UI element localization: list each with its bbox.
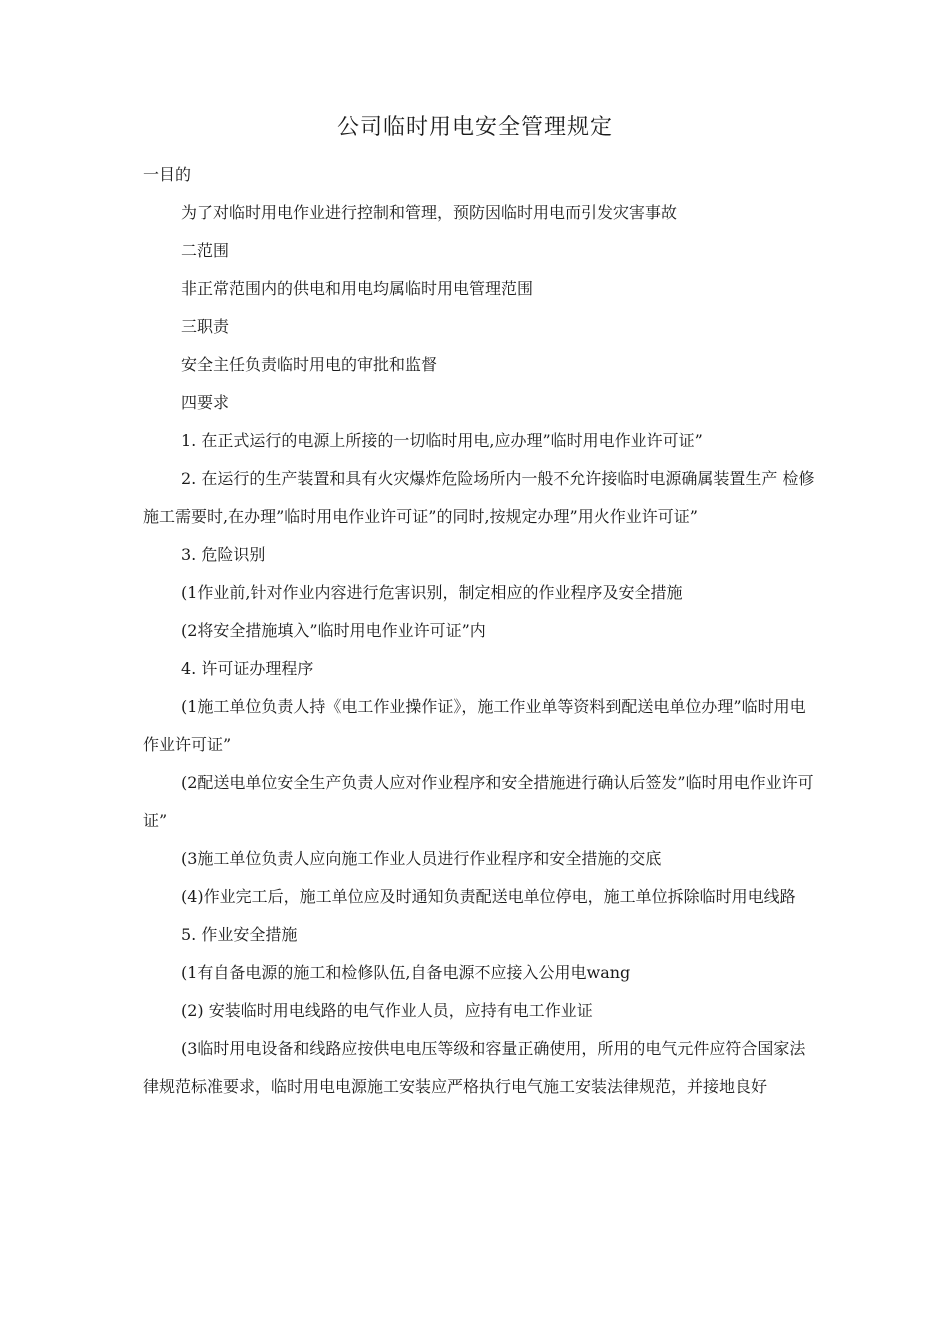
paragraph-scope: 非正常范围内的供电和用电均属临时用电管理范围 bbox=[181, 279, 534, 298]
paragraph-safety-2: (2) 安装临时用电线路的电气作业人员，应持有电工作业证 bbox=[181, 1001, 593, 1020]
paragraph-requirement-2: 2. 在运行的生产装置和具有火灾爆炸危险场所内一般不允许接临时电源确属装置生产 检修施工需要时,在办理”临时用电作业许可证”的同时,按规定办理”用火作业许可证” bbox=[143, 469, 815, 526]
paragraph-safety-1: (1有自备电源的施工和检修队伍,自备电源不应接入公用电wang bbox=[181, 963, 631, 982]
section-heading-requirements: 四要求 bbox=[181, 393, 230, 412]
paragraph-duties: 安全主任负责临时用电的审批和监督 bbox=[181, 355, 438, 374]
paragraph-permit-1: (1施工单位负责人持《电工作业操作证》，施工作业单等资料到配送电单位办理”临时用电作业许可证” bbox=[143, 697, 806, 754]
paragraph-hazard-2: (2将安全措施填入”临时用电作业许可证”内 bbox=[181, 621, 486, 640]
document-body bbox=[143, 156, 815, 1106]
subheading-safety-measures: 5. 作业安全措施 bbox=[181, 925, 298, 944]
paragraph-safety-3: (3临时用电设备和线路应按供电电压等级和容量正确使用，所用的电气元件应符合国家法律规范标准要求，临时用电电源施工安装应严格执行电气施工安装法律规范，并接地良好 bbox=[143, 1039, 806, 1096]
section-heading-purpose: 一目的 bbox=[143, 165, 192, 184]
section-heading-duties: 三职责 bbox=[181, 317, 230, 336]
paragraph-permit-3: (3施工单位负责人应向施工作业人员进行作业程序和安全措施的交底 bbox=[181, 849, 662, 868]
paragraph-requirement-1: 1. 在正式运行的电源上所接的一切临时用电,应办理”临时用电作业许可证” bbox=[181, 431, 703, 450]
paragraph-permit-2: (2配送电单位安全生产负责人应对作业程序和安全措施进行确认后签发”临时用电作业许可证” bbox=[143, 773, 814, 830]
paragraph-hazard-1: (1作业前,针对作业内容进行危害识别，制定相应的作业程序及安全措施 bbox=[181, 583, 683, 602]
document-title: 公司临时用电安全管理规定 bbox=[336, 115, 613, 140]
subheading-permit-procedure: 4. 许可证办理程序 bbox=[181, 659, 314, 678]
paragraph-purpose: 为了对临时用电作业进行控制和管理，预防因临时用电而引发灾害事故 bbox=[181, 203, 678, 222]
subheading-hazard-identification: 3. 危险识别 bbox=[181, 545, 266, 564]
section-heading-scope: 二范围 bbox=[181, 241, 230, 260]
paragraph-permit-4: (4)作业完工后，施工单位应及时通知负责配送电单位停电，施工单位拆除临时用电线路 bbox=[181, 887, 796, 906]
